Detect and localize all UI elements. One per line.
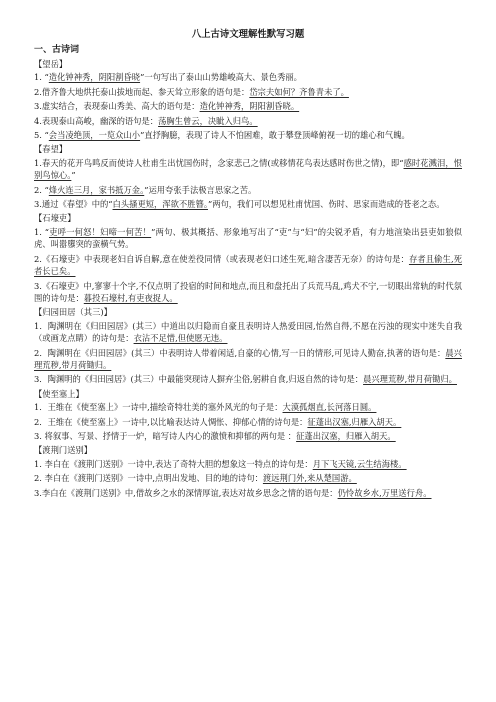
question-text: 5. “ bbox=[34, 130, 49, 141]
group-title: 【渡荆门送别】 bbox=[34, 445, 93, 456]
question-text: 3．陶渊明的《归田园居》(其三）中最能突现诗人摒弃尘俗,躬耕自食,归返自然的诗句是： bbox=[34, 374, 364, 385]
question-item bbox=[34, 157, 462, 182]
answer-text: 岱宗夫如何？齐鲁青未了。 bbox=[249, 86, 349, 97]
answer-text: 存者且偷生,死者长已矣。 bbox=[34, 253, 463, 277]
answer-text: 仍怜故乡水,万里送行舟。 bbox=[337, 487, 432, 498]
question-text: 1．陶渊明在《归田园居》(其三）中道出以归隐而自豪且表明诗人热爱田园,怡然自得,不愿在污浊的现实中迷失自我（或画龙点睛）的诗句是： bbox=[34, 320, 462, 344]
answer-text: 造化钟神秀，阴阳割昏晓。 bbox=[199, 101, 300, 112]
question-item bbox=[34, 129, 462, 141]
answer-text: 会当凌绝顶，一览众山小 bbox=[48, 130, 141, 141]
poem-group-chunwang bbox=[34, 143, 462, 210]
question-item bbox=[34, 487, 462, 499]
question-item bbox=[34, 71, 462, 83]
answer-text: 征蓬出汉塞，归雁入胡天。 bbox=[296, 430, 396, 441]
answer-text: 吏呼一何怒！妇啼一何苦！ bbox=[49, 226, 152, 237]
group-title: 【春望】 bbox=[34, 144, 68, 155]
answer-text: 月下飞天镜,云生结海楼。 bbox=[312, 458, 407, 469]
question-item bbox=[34, 416, 462, 428]
answer-text: 烽火连三月，家书抵万金。 bbox=[48, 184, 145, 195]
question-item bbox=[34, 430, 462, 442]
question-text: 1.春天的花开鸟鸣反而使诗人杜甫生出忧国伤时，念家悲己之情(或移情花鸟表达感时伤世之情)，即“ bbox=[34, 157, 404, 168]
group-title: 【石壕吏】 bbox=[34, 213, 76, 224]
group-title: 【使至塞上】 bbox=[34, 388, 84, 399]
question-item bbox=[34, 184, 462, 196]
question-text: 3.《石壕吏》中,寥寥十个字,不仅点明了投宿的时间和地点,而且和盘托出了兵荒马乱,鸡犬不宁,一切眼出常轨的时代氛围的诗句是： bbox=[34, 280, 462, 303]
answer-text: 衣沾不足惜,但使愿无违。 bbox=[133, 333, 228, 344]
question-text: 2．陶渊明在《归田园居》(其三）中表明诗人带着闲适,自豪的心情,写一日的情形,可见诗人勤奋,执著的语句是： bbox=[34, 347, 446, 358]
question-text: 1. “ bbox=[34, 226, 49, 237]
answer-text: 大漠孤烟直,长河落日圆。 bbox=[282, 402, 377, 413]
question-text: 1. “ bbox=[34, 72, 49, 83]
poem-group-shihaoli bbox=[34, 212, 462, 304]
question-text: ”两句，我们可以想见杜甫忧国、伤时、思家而造成的苍老之态。 bbox=[207, 199, 445, 210]
question-text: 2.借齐鲁大地烘托泰山拔地而起、参天耸立形象的语句是： bbox=[34, 86, 250, 97]
question-item bbox=[34, 226, 462, 251]
question-text: ” bbox=[71, 170, 76, 181]
answer-text: 荡胸生曾云，决眦入归鸟。 bbox=[158, 115, 258, 126]
answer-text: 暮投石壕村,有吏夜捉人。 bbox=[83, 292, 178, 303]
question-text: 3.李白在《渡荆门送别》中,借故乡之水的深情厚谊,表达对故乡思念之情的语句是： bbox=[34, 487, 338, 498]
answer-text: 感时花溅泪，恨别鸟惊心。 bbox=[34, 157, 462, 181]
question-text: ”直抒胸臆，表现了诗人不怕困难，敢于攀登顶峰俯视一切的雄心和气魄。 bbox=[140, 130, 410, 141]
question-text: ”两句、极其概括、形象地写出了“吏”与“妇”的尖锐矛盾，有力地渲染出县吏如狼似虎、叫嚣隳突的蛮横气势。 bbox=[34, 226, 462, 250]
question-text: ”一句写出了泰山山势雄峻高大、景色秀丽。 bbox=[140, 72, 302, 83]
question-text: 2. 李白在《渡荆门送别》一诗中,点明出发地、目的地的诗句： bbox=[34, 473, 263, 484]
question-item bbox=[34, 86, 462, 98]
question-item bbox=[34, 320, 462, 345]
question-text: 2.《石壕吏》中表现老妇自诉自解,意在使差役同情（或表现老妇口述生死,暗含凄苦无奈）的诗句是： bbox=[34, 253, 409, 264]
question-item bbox=[34, 253, 462, 278]
question-item bbox=[34, 100, 462, 112]
question-item bbox=[34, 280, 462, 305]
group-title: 【望岳】 bbox=[34, 59, 68, 69]
answer-text: 渡远荆门外,来从楚国游。 bbox=[262, 473, 357, 484]
question-item bbox=[34, 401, 462, 413]
question-text: 1．王维在《使至塞上》一诗中,描绘奇特壮美的塞外风光的句子是： bbox=[34, 402, 283, 413]
section-heading: 一、古诗词 bbox=[34, 45, 80, 55]
question-text: 2．王维在《使至塞上》一诗中,以比喻表达诗人惆怅、抑郁心情的诗句是： bbox=[34, 416, 308, 427]
question-text: 3.虚实结合，表现泰山秀美、高大的语句是： bbox=[34, 101, 200, 112]
answer-text: 征蓬出汉塞,归雁入胡天。 bbox=[307, 416, 402, 427]
answer-text: 白头搔更短，浑欲不胜簪。 bbox=[112, 199, 208, 210]
question-item bbox=[34, 472, 462, 484]
question-item bbox=[34, 373, 462, 385]
document-title: 八上古诗文理解性默写习题 bbox=[191, 29, 305, 40]
group-title: 【归园田居（其三)】 bbox=[34, 307, 112, 318]
question-text: 2. “ bbox=[34, 184, 49, 195]
poem-group-guiyuantianju bbox=[34, 306, 462, 385]
poem-group-dujingmensongbie bbox=[34, 444, 462, 499]
question-text: 3. 将叙事、写景、抒情于一炉，暗写诗人内心的激愤和抑郁的两句是 ： bbox=[34, 430, 297, 441]
question-text: 4.表现泰山高峻，幽深的语句是： bbox=[34, 115, 159, 126]
answer-text: 造化钟神秀，阴阳割昏晓 bbox=[48, 72, 141, 83]
question-item bbox=[34, 198, 462, 210]
question-item bbox=[34, 347, 462, 372]
question-text: 1. 李白在《渡荆门送别》一诗中,表达了奇特大胆的想象这一特点的诗句是： bbox=[34, 458, 313, 469]
question-text: ”运用夸张手法极言思家之苦。 bbox=[144, 184, 257, 195]
answer-text: 晨兴理荒秽,带月荷锄归。 bbox=[363, 374, 457, 385]
poem-group-shizhisaishang bbox=[34, 388, 462, 443]
question-item bbox=[34, 115, 462, 127]
poem-group-wangyue bbox=[34, 58, 462, 141]
answer-text: 晨兴理荒秽,带月荷锄归。 bbox=[34, 347, 462, 370]
question-text: 3.通过《春望》中的“ bbox=[34, 199, 113, 210]
question-item bbox=[34, 458, 462, 470]
